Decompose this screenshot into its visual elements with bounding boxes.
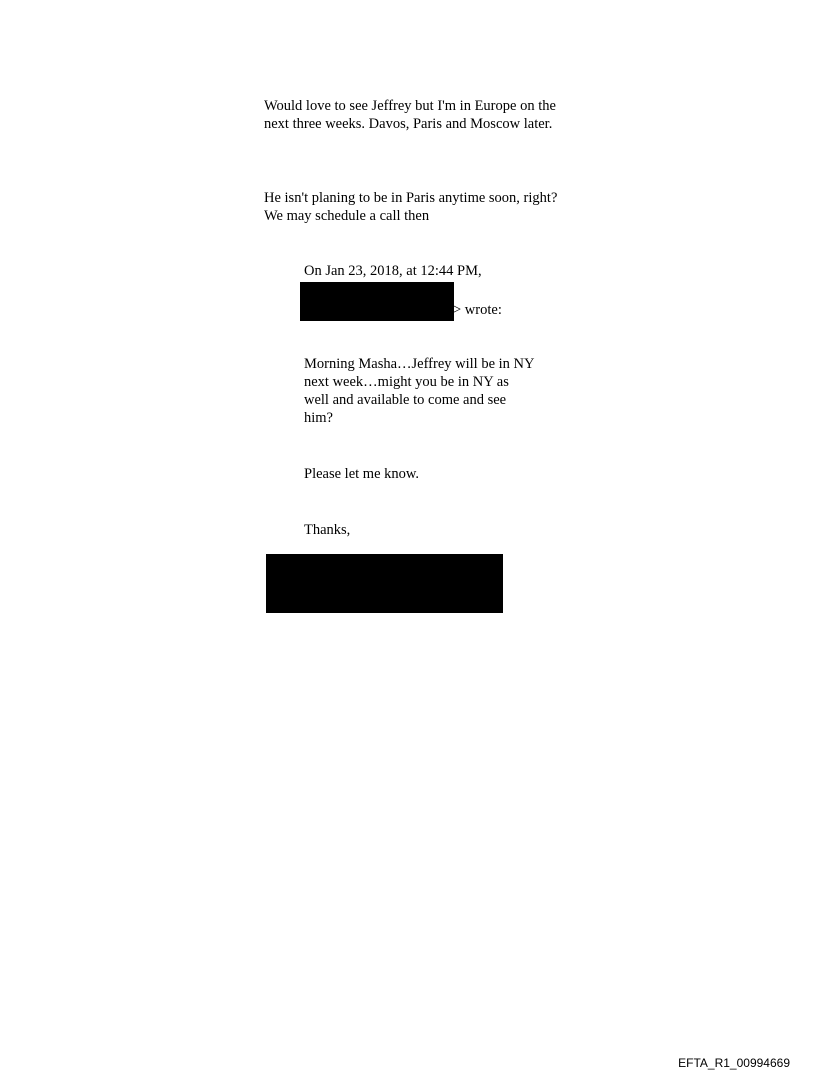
quoted-wrote-text: > wrote: (453, 302, 502, 318)
reply-paragraph-1: Would love to see Jeffrey but I'm in Europe on the next three weeks. Davos, Paris and Moscow later. (264, 98, 556, 132)
quoted-thanks-line: Thanks, (304, 522, 351, 538)
quoted-header: On Jan 23, 2018, at 12:44 PM, (304, 263, 482, 279)
reply-paragraph-2: He isn't planing to be in Paris anytime soon, right? We may schedule a call then (264, 190, 558, 224)
quoted-body: Morning Masha…Jeffrey will be in NY next week…might you be in NY as well and available to come and see him? (304, 356, 534, 426)
redacted-sender-block (300, 282, 454, 321)
redacted-signature-block (266, 554, 503, 613)
bates-number: EFTA_R1_00994669 (678, 1056, 790, 1070)
quoted-please-line: Please let me know. (304, 466, 420, 482)
